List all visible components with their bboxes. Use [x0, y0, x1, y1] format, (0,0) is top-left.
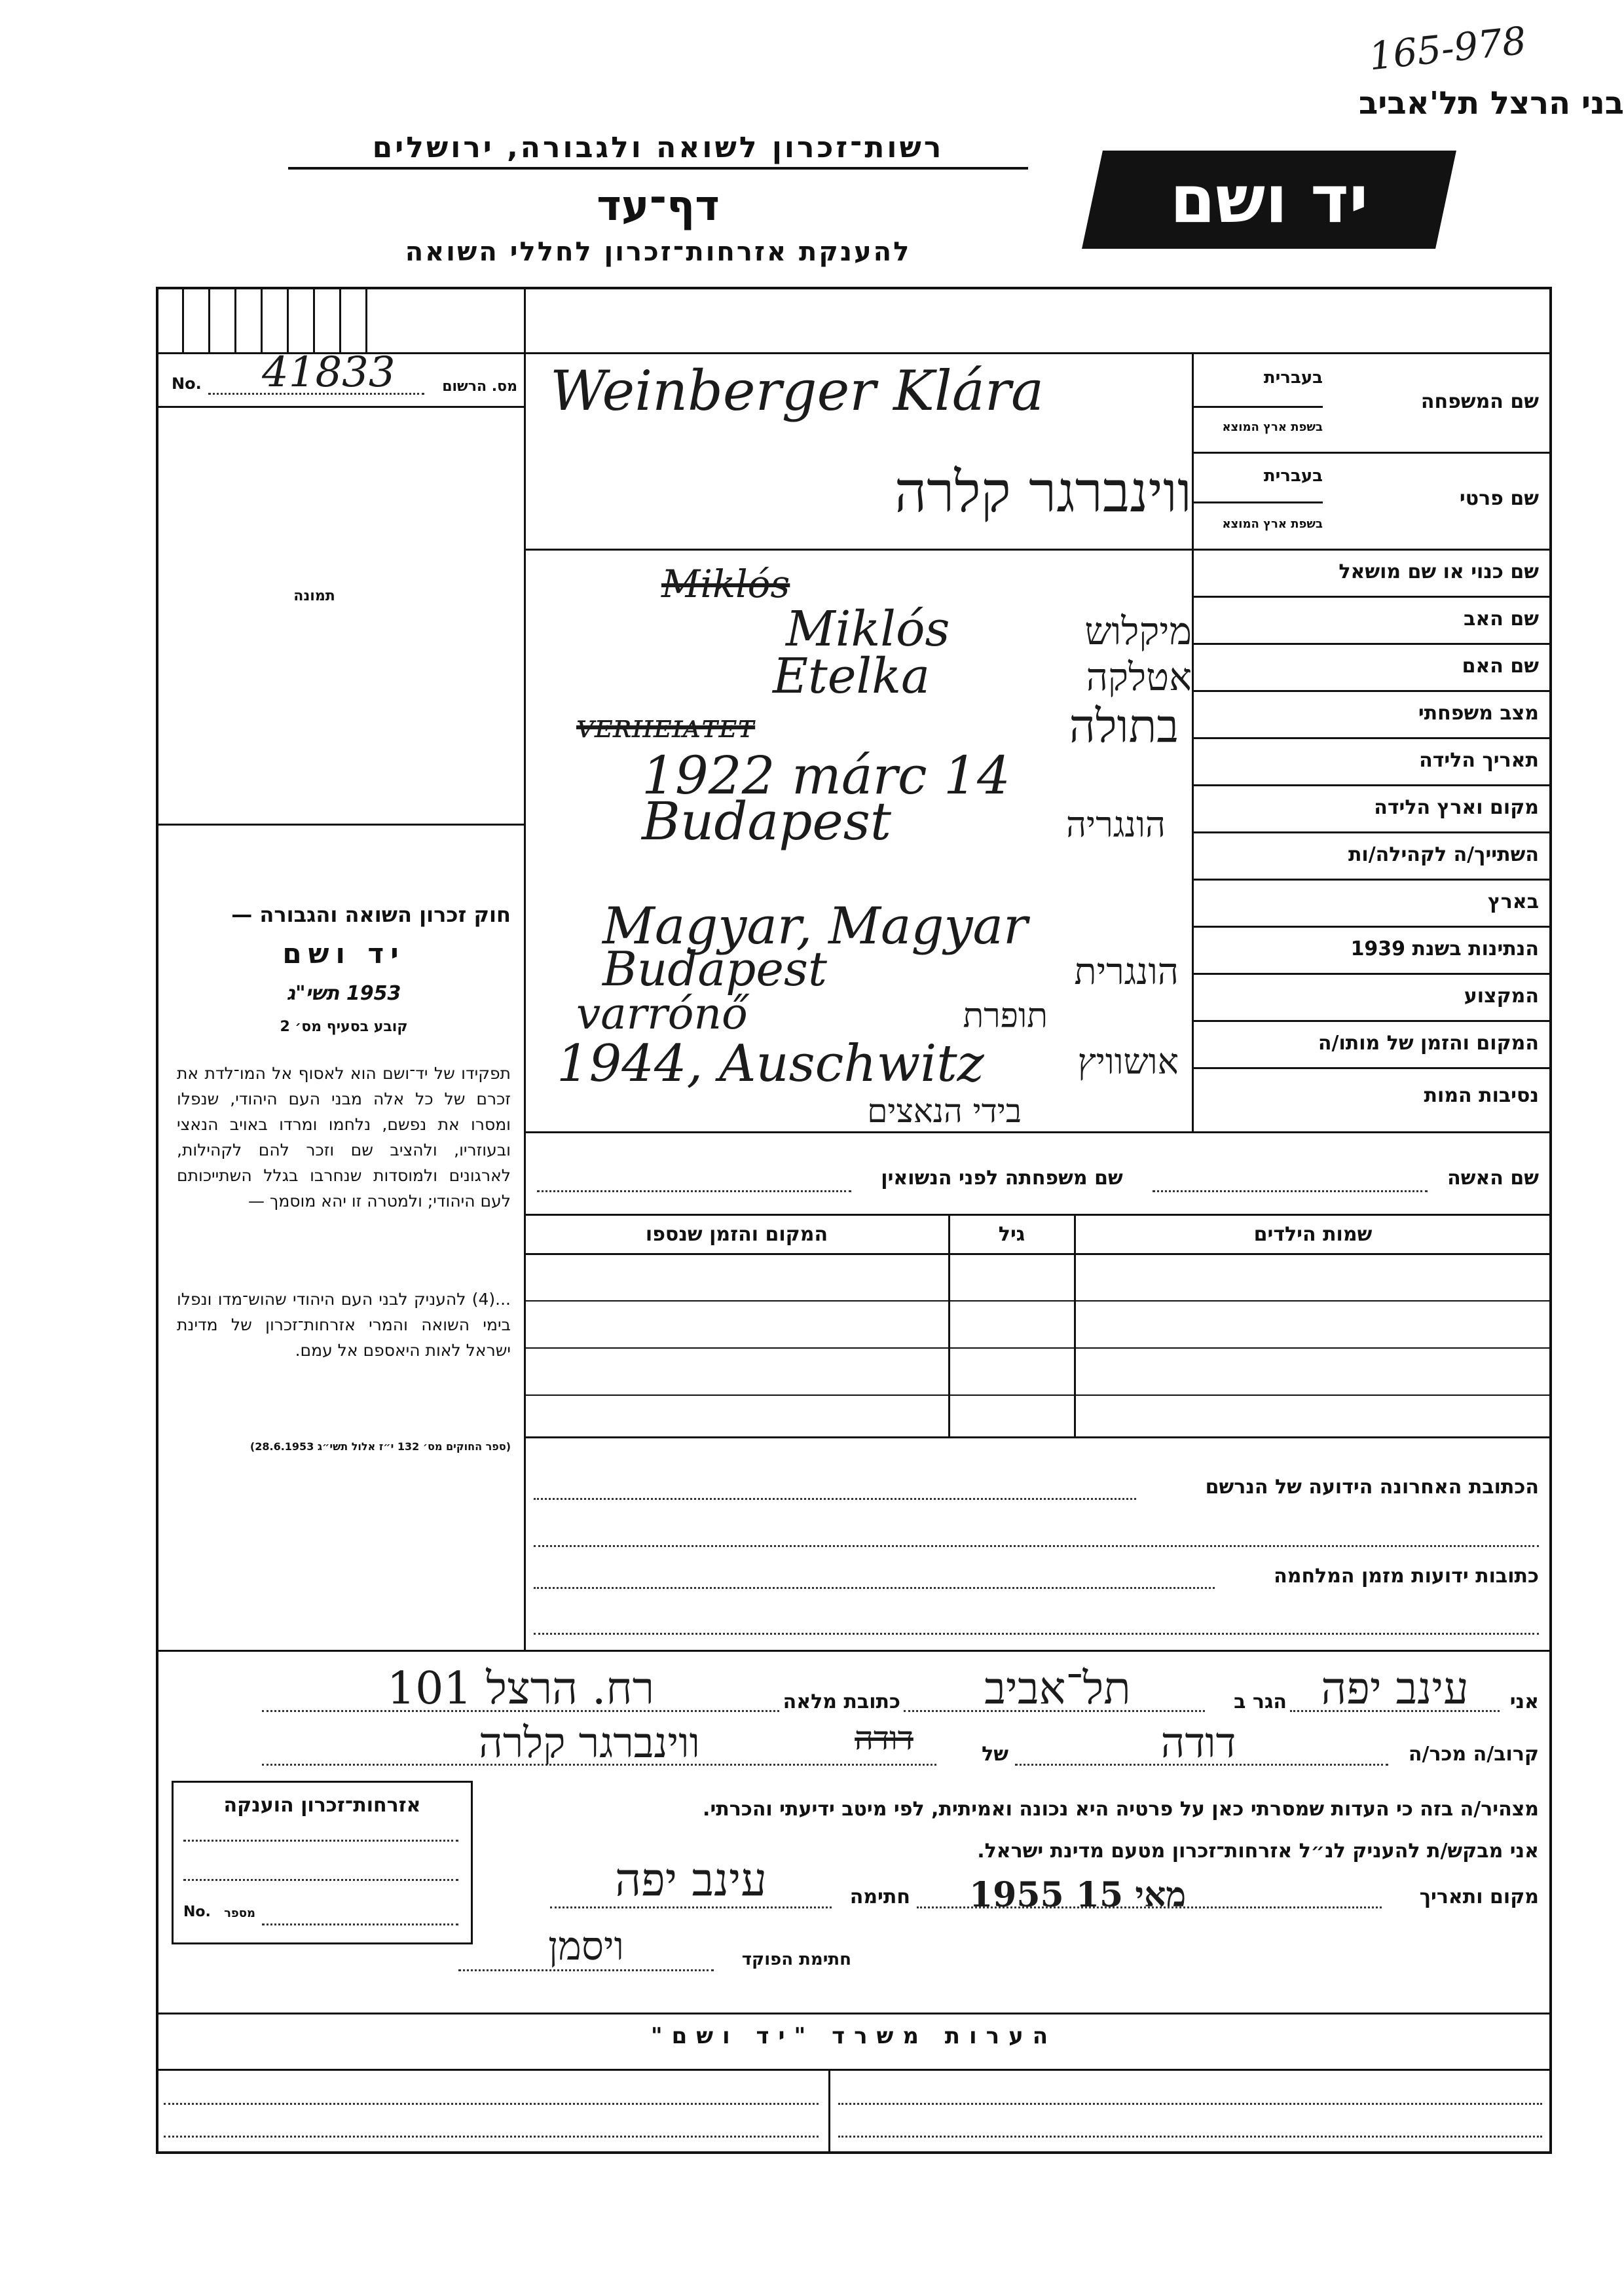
label-family-name: שם המשפחה [1420, 390, 1539, 413]
decl-signature: עינב יפה [614, 1853, 767, 1906]
label-in-hebrew-2: בעברית [1263, 466, 1323, 486]
form-title: דף־עד [597, 182, 720, 230]
label-death-circumstances: נסיבות המות [1424, 1084, 1539, 1107]
entry-father-latin: Miklós [786, 601, 950, 657]
decl-i-label: אני [1509, 1690, 1539, 1713]
decl-relation-of: ווינברגר קלרה [479, 1719, 700, 1768]
decl-name: עינב יפה [1321, 1663, 1469, 1715]
entry-community-latin: Budapest [602, 941, 827, 996]
authority-heading: רשות־זכרון לשואה ולגבורה, ירושלים [288, 131, 1028, 170]
reg-no-value: 41833 [262, 348, 396, 397]
label-nickname: שם כנוי או שם מושאל [1338, 560, 1539, 583]
archive-number: 165-978 [1367, 18, 1528, 79]
label-birth-place: מקום וארץ הלידה [1374, 796, 1539, 819]
label-nationality: הנתינות בשנת 1939 [1350, 938, 1539, 960]
entry-marital-hebrew: בתולה [1069, 699, 1179, 753]
decl-place-date-label: מקום ותאריך [1419, 1886, 1539, 1908]
decl-signature-label: חתימה [849, 1886, 910, 1908]
label-in-hebrew-1: בעברית [1263, 368, 1323, 388]
photo-label: תמונה [293, 588, 335, 604]
decl-statement: מצהיר/ה בזה כי העדות שמסרתי כאן על פרטיה היא נכונה ואמיתית, לפי מיטב ידיעתי והכרתי. [703, 1798, 1539, 1821]
label-mother: שם האם [1462, 655, 1539, 678]
entry-death-circumstances: בידי הנאצים [867, 1092, 1022, 1130]
entry-family-name: Weinberger Klára [550, 359, 1044, 423]
reg-no-label-he: מס. הרשום [442, 378, 517, 395]
entry-death-hebrew: אושוויץ [1077, 1041, 1179, 1082]
decl-request: אני מבקש/ת להעניק לנ״ל אזרחות־זכרון מטעם מדינת ישראל. [977, 1840, 1539, 1863]
law-name: יד ושם [282, 938, 405, 970]
entry-profession-latin: varrónő [576, 989, 748, 1039]
col-age: גיל [998, 1223, 1025, 1246]
entry-birth-place-latin: Budapest [642, 791, 891, 852]
law-title: חוק זכרון השואה והגבורה — [231, 902, 511, 927]
entry-death-latin: 1944, Auschwitz [557, 1034, 984, 1093]
decl-date: 1955 מאי 15 [969, 1875, 1187, 1915]
citizenship-no-label-he: מספר [224, 1906, 255, 1920]
label-first-name: שם פרטי [1459, 487, 1539, 510]
decl-street: רח. הרצל 101 [386, 1663, 655, 1715]
col-children-names: שמות הילדים [1253, 1223, 1373, 1246]
label-marital: מצב משפחתי [1418, 702, 1539, 725]
decl-clerk-signature: ויסמן [547, 1923, 625, 1969]
citizenship-no-label: No. [183, 1904, 211, 1920]
label-death-place-time: המקום והזמן של מותו/ה [1318, 1032, 1539, 1055]
decl-relation-of-crossed: דודה [855, 1719, 913, 1757]
reg-no-label: No. [172, 374, 202, 393]
label-birth-date: תאריך הלידה [1419, 749, 1539, 772]
decl-relation: דודה [1160, 1719, 1236, 1768]
decl-relation-label: קרוב/ה מכר/ה [1408, 1743, 1539, 1766]
label-country: בארץ [1487, 890, 1539, 913]
col-place-time-perished: המקום והזמן שנספו [645, 1223, 828, 1246]
entry-profession-hebrew: תופרת [963, 996, 1048, 1036]
law-year: 1953 תשי"ג [286, 982, 401, 1005]
label-wife: שם האשה [1447, 1167, 1539, 1190]
law-source: (ספר החוקים מס׳ 132 י״ז אלול תשי״ג 28.6.1953) [249, 1440, 511, 1453]
entry-mother-hebrew: אטלקה [1086, 655, 1192, 699]
decl-of-label: של [982, 1743, 1008, 1766]
label-origin-lang-1: בשפת ארץ המוצא [1222, 420, 1323, 434]
label-war-addresses: כתובות ידועות מזמן המלחמה [1274, 1565, 1539, 1588]
entry-birth-date: 1922 márc 14 [642, 745, 1010, 806]
label-father: שם האב [1464, 608, 1539, 630]
logo-text: יד ושם [1170, 161, 1369, 238]
law-paragraph-1: תפקידו של יד־ושם הוא לאסוף אל המו־לדת את זכרם של כל אלה מבני העם היהודי, שנפלו ומסרו את נפשם, נלחמו ומרדו באויב הנאצי ובעוזריו, ולהציב שם וזכר להם לקהילות, לארגונים ולמוסדות שנחרבו בגלל השתייכותם לעם היהודי; ולמטרה זו יהא מוסמך — [177, 1064, 511, 1211]
label-community: השתייך/ה לקהילה/ות [1348, 843, 1539, 866]
law-paragraph-2: ...(4) להעניק לבני העם היהודי שהוש־מדו ונפלו בימי השואה והמרי אזרחות־זכרון של מדינת ישראל לאות היאספם אל עמם. [177, 1290, 511, 1360]
entry-birth-place-hebrew: הונגריה [1065, 804, 1166, 845]
label-last-address: הכתובת האחרונה הידועה של הנרשם [1205, 1476, 1539, 1499]
label-origin-lang-2: בשפת ארץ המוצא [1222, 517, 1323, 531]
citizenship-box-title: אזרחות־זכרון הוענקה [223, 1794, 421, 1817]
entry-nationality-hebrew: הונגרית [1074, 951, 1179, 993]
label-profession: המקצוע [1464, 985, 1539, 1008]
entry-father-hebrew: מיקלוש [1084, 609, 1192, 653]
entry-mother-latin: Etelka [773, 648, 931, 704]
origin-stamp: בני הרצל תל'אביב [1359, 85, 1624, 122]
form-subtitle: להענקת אזרחות־זכרון לחללי השואה [405, 237, 912, 267]
decl-residing-label: הגר ב [1234, 1690, 1287, 1713]
office-notes-title: הערות משרד "יד ושם" [650, 2023, 1058, 2049]
entry-marital-crossed: ᴠᴇʀʜᴇɪᴀᴛᴇᴛ [576, 707, 756, 745]
decl-full-address-label: כתובת מלאה [783, 1690, 900, 1713]
decl-city: תל־אביב [984, 1663, 1131, 1715]
entry-country-latin: Magyar, Magyar [602, 897, 1028, 956]
label-maiden-name: שם משפחתה לפני הנשואין [881, 1167, 1123, 1190]
law-clause: קובע בסעיף מס׳ 2 [280, 1019, 408, 1035]
entry-hebrew-name: ווינברגר קלרה [894, 460, 1192, 525]
entry-father-crossed: Miklós [661, 562, 790, 606]
decl-clerk-label: חתימת הפוקד [741, 1950, 851, 1969]
